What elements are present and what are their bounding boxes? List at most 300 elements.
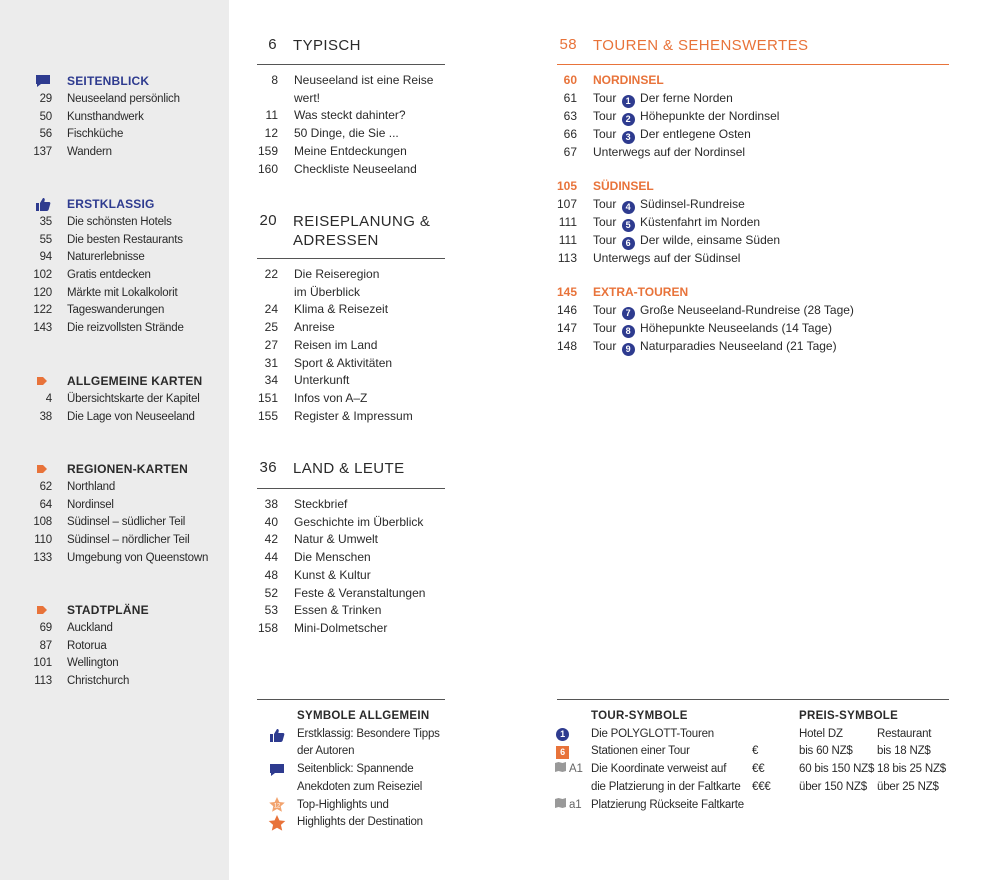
price-row <box>752 743 952 761</box>
tour-number-icon: 4 <box>622 201 635 214</box>
page-number: 35 <box>39 215 52 228</box>
entry-label <box>593 338 837 356</box>
tour-prefix: Tour <box>593 338 617 353</box>
list-item <box>0 478 229 496</box>
toc-entry <box>257 514 425 532</box>
entry-label: Klima & Reisezeit <box>294 302 389 317</box>
legend-row <box>257 779 457 797</box>
toc-entry <box>257 284 413 302</box>
toc-entry <box>557 214 780 232</box>
toc-entry <box>257 337 413 355</box>
subsection-title: EXTRA-TOUREN <box>593 285 689 299</box>
legend-row <box>257 814 457 832</box>
tour-number-icon: 2 <box>622 113 635 126</box>
sidebar-section-stadtplaene <box>0 601 229 690</box>
list-item <box>0 654 229 672</box>
page-number: 22 <box>264 267 278 281</box>
section-page-number: 6 <box>268 36 277 53</box>
entry-label: Christchurch <box>67 674 130 687</box>
section-touren <box>549 36 949 55</box>
legend-tour-symbole <box>549 708 769 814</box>
spacer <box>257 779 297 797</box>
legend-text: Die Koordinate verweist auf <box>591 763 727 776</box>
section-page-number: 36 <box>259 459 277 476</box>
speech-bubble-icon <box>35 74 55 88</box>
legend-row <box>549 726 769 744</box>
entry-label: Naturerlebnisse <box>67 251 145 264</box>
page-number: 24 <box>264 302 278 317</box>
sidebar-section-title: ERSTKLASSIG <box>67 197 155 211</box>
price-col-hotel: Hotel DZ <box>799 727 843 740</box>
page-number: 146 <box>557 302 578 317</box>
divider <box>557 699 949 700</box>
page-number: 94 <box>39 251 52 264</box>
page-number: 120 <box>33 286 52 299</box>
sidebar-section-title: ALLGEMEINE KARTEN <box>67 374 203 388</box>
page-number: 40 <box>264 514 278 529</box>
entry-label: Register & Impressum <box>294 408 413 423</box>
legend-text: Seitenblick: Spannende <box>297 763 414 776</box>
entry-label: Tageswanderungen <box>67 304 165 317</box>
entry-label <box>593 126 751 144</box>
toc-entry <box>557 126 779 144</box>
map-icon <box>555 761 566 779</box>
toc-entry <box>257 301 413 319</box>
entry-label <box>593 214 760 232</box>
map-tag-icon <box>35 374 55 388</box>
legend-text: Anekdoten zum Reiseziel <box>297 780 423 793</box>
list-item <box>0 143 229 161</box>
toc-entry <box>257 266 413 284</box>
entry-label: Unterkunft <box>294 373 350 388</box>
tour-prefix: Tour <box>593 108 617 123</box>
page-number: 56 <box>39 128 52 141</box>
legend-text: Highlights der Destination <box>297 816 423 829</box>
price-symbol: € <box>752 745 759 758</box>
divider <box>257 488 445 489</box>
page-number: 31 <box>264 355 278 370</box>
legend-text: Top-Highlights und <box>297 798 389 811</box>
sidebar-section-allgemeine-karten <box>0 372 229 425</box>
legend-text: Erstklassig: Besondere Tipps <box>297 727 440 740</box>
map-tag-icon <box>35 462 55 476</box>
list-item <box>0 408 229 426</box>
sidebar-section-regionen-karten <box>0 460 229 566</box>
legend-row <box>257 726 457 744</box>
entry-title: Naturparadies Neuseeland (21 Tage) <box>640 338 837 353</box>
entry-label: Mini-Dolmetscher <box>294 620 388 635</box>
section-title: LAND & LEUTE <box>293 460 405 477</box>
entry-label: Die reizvollsten Strände <box>67 321 184 334</box>
entry-title: Der wilde, einsame Süden <box>640 232 781 247</box>
entry-label: Rotorua <box>67 639 107 652</box>
page-number: 38 <box>264 497 278 511</box>
entry-label: Die besten Restaurants <box>67 233 183 246</box>
section-land-leute <box>249 459 445 478</box>
toc-entry <box>257 602 425 620</box>
entry-label: Südinsel – südlicher Teil <box>67 516 186 529</box>
section-page-number: 58 <box>559 36 577 53</box>
entry-label: Wandern <box>67 145 112 158</box>
entry-title: Küstenfahrt im Norden <box>640 214 761 229</box>
legend-row <box>549 761 769 779</box>
page-number: 64 <box>39 498 52 511</box>
price-row <box>752 779 952 797</box>
list-item <box>0 231 229 249</box>
page-number: 27 <box>264 337 278 352</box>
page-number: 158 <box>257 620 278 635</box>
price-restaurant: 18 bis 25 NZ$ <box>877 763 946 776</box>
toc-entry <box>257 390 413 408</box>
list-item <box>0 637 229 655</box>
entry-title: Unterwegs auf der Nordinsel <box>593 144 746 159</box>
tour-prefix: Tour <box>593 126 617 141</box>
tour-symbol <box>549 726 591 744</box>
toc-entry <box>557 338 854 356</box>
entry-label: Kunst & Kultur <box>294 567 371 582</box>
entry-label: Was steckt dahinter? <box>294 108 406 123</box>
page-number: 147 <box>557 320 578 335</box>
page-number: 4 <box>45 392 52 405</box>
legend-text: der Autoren <box>297 745 355 758</box>
page-number: 38 <box>39 410 52 423</box>
subsection-title: SÜDINSEL <box>593 179 654 193</box>
list-item <box>0 266 229 284</box>
entry-label <box>593 90 733 108</box>
toc-entry <box>557 196 780 214</box>
subsection-extra-touren <box>557 284 854 356</box>
entry-label <box>593 302 854 320</box>
section-page-number: 20 <box>259 212 277 229</box>
entry-title: Südinsel-Rundreise <box>640 196 745 211</box>
tour-prefix: Tour <box>593 214 617 229</box>
page-number: 111 <box>558 232 577 247</box>
entry-label: Reisen im Land <box>294 337 378 352</box>
page-number: 111 <box>558 214 577 229</box>
toc-entry <box>257 143 433 161</box>
toc-entry <box>257 408 413 426</box>
tour-number-icon: 1 <box>556 728 569 741</box>
page-number: 63 <box>563 108 577 123</box>
divider <box>257 64 445 65</box>
toc-entry <box>257 620 425 638</box>
list-item <box>0 531 229 549</box>
tour-symbol <box>549 779 591 797</box>
page-number: 148 <box>557 338 578 353</box>
entry-label <box>593 250 740 268</box>
entry-label: wert! <box>294 90 321 105</box>
entry-label: Meine Entdeckungen <box>294 143 407 158</box>
thumbs-up-icon <box>257 726 297 744</box>
tour-number-icon: 3 <box>622 131 635 144</box>
legend-text: Die POLYGLOTT-Touren <box>591 727 714 740</box>
list-item <box>0 301 229 319</box>
entry-label: 50 Dinge, die Sie ... <box>294 126 399 141</box>
entry-label: Sport & Aktivitäten <box>294 355 393 370</box>
star-icon <box>257 814 297 832</box>
legend-title: TOUR-SYMBOLE <box>591 710 688 722</box>
entry-label: Fischküche <box>67 128 124 141</box>
entry-label: Kunsthandwerk <box>67 110 144 123</box>
page-number: 50 <box>39 110 52 123</box>
page-number: 107 <box>557 196 578 211</box>
page-number: 122 <box>33 304 52 317</box>
toc-entry <box>257 496 425 514</box>
page-number: 87 <box>39 639 52 652</box>
price-row <box>752 761 952 779</box>
list-item <box>0 513 229 531</box>
sidebar-section-seitenblick <box>0 72 229 161</box>
legend-text: Platzierung Rückseite Faltkarte <box>591 798 744 811</box>
sidebar-section-erstklassig <box>0 195 229 337</box>
toc-entry <box>557 90 779 108</box>
spacer <box>257 743 297 761</box>
divider <box>257 258 445 259</box>
legend-row <box>549 779 769 797</box>
list-item <box>0 496 229 514</box>
toc-entry <box>257 355 413 373</box>
page-number: 110 <box>34 533 52 546</box>
list-item <box>0 284 229 302</box>
toc-entry <box>557 108 779 126</box>
toc-entry <box>557 232 780 250</box>
toc-entry <box>257 319 413 337</box>
page-number: 67 <box>563 144 577 159</box>
section-reiseplanung <box>249 212 445 250</box>
entry-label: Natur & Umwelt <box>294 532 379 547</box>
toc-list-typisch <box>257 72 433 178</box>
toc-entry <box>557 250 780 268</box>
toc-list-land-leute <box>257 496 425 638</box>
tour-prefix: Tour <box>593 90 617 105</box>
list-item <box>0 125 229 143</box>
section-typisch <box>249 36 445 55</box>
entry-label: Essen & Trinken <box>294 603 382 618</box>
entry-label: Gratis entdecken <box>67 268 151 281</box>
subsection-page-number: 145 <box>557 285 578 299</box>
toc-entry <box>257 372 413 390</box>
subsection-nordinsel <box>557 72 779 161</box>
legend-row <box>549 797 769 815</box>
legend-text: die Platzierung in der Faltkarte <box>591 780 741 793</box>
page-number: 102 <box>33 268 52 281</box>
toc-entry <box>557 320 854 338</box>
page-number: 34 <box>264 373 278 388</box>
entry-label: Checkliste Neuseeland <box>294 161 417 176</box>
entry-label: Neuseeland ist eine Reise <box>294 73 434 87</box>
page-number: 69 <box>39 621 52 634</box>
toc-entry <box>257 125 433 143</box>
entry-label: Anreise <box>294 320 335 335</box>
page-number <box>257 284 278 302</box>
price-restaurant: bis 18 NZ$ <box>877 745 931 758</box>
legend-title: SYMBOLE ALLGEMEIN <box>297 710 430 722</box>
entry-title: Unterwegs auf der Südinsel <box>593 250 741 265</box>
entry-label: Infos von A–Z <box>294 390 368 405</box>
tour-number-icon: 6 <box>622 237 635 250</box>
tour-prefix: Tour <box>593 232 617 247</box>
speech-bubble-icon <box>257 761 297 779</box>
page-number <box>257 90 278 108</box>
list-item <box>0 319 229 337</box>
subsection-page-number: 60 <box>563 73 577 87</box>
page-number: 61 <box>563 90 577 105</box>
page-number: 12 <box>264 126 278 141</box>
toc-entry <box>557 144 779 162</box>
page-number: 108 <box>33 516 52 529</box>
tour-number-icon: 5 <box>622 219 635 232</box>
legend-row <box>257 797 457 815</box>
tour-number-icon: 8 <box>622 325 635 338</box>
legend-title: PREIS-SYMBOLE <box>799 710 899 722</box>
list-item <box>0 390 229 408</box>
page-number: 66 <box>563 126 577 141</box>
entry-label: Die Lage von Neuseeland <box>67 410 195 423</box>
entry-label <box>593 196 745 214</box>
page-number: 159 <box>257 143 278 158</box>
page-number: 11 <box>265 108 278 123</box>
page-number: 53 <box>264 603 278 618</box>
entry-title: Der entlegene Osten <box>640 126 751 141</box>
svg-text:12: 12 <box>273 803 281 810</box>
price-hotel: über 150 NZ$ <box>799 780 867 793</box>
entry-label <box>593 232 780 250</box>
toc-entry <box>257 567 425 585</box>
toc-entry <box>257 107 433 125</box>
list-item <box>0 108 229 126</box>
entry-title: Große Neuseeland-Rundreise (28 Tage) <box>640 302 854 317</box>
toc-entry <box>257 585 425 603</box>
entry-label: Neuseeland persönlich <box>67 92 180 105</box>
entry-label: Geschichte im Überblick <box>294 514 424 529</box>
toc-entry <box>257 531 425 549</box>
toc-entry <box>557 302 854 320</box>
legend-row <box>257 743 457 761</box>
legend-text: Stationen einer Tour <box>591 745 690 758</box>
tour-symbol <box>549 743 591 761</box>
entry-label: Übersichtskarte der Kapitel <box>67 392 200 405</box>
list-item <box>0 248 229 266</box>
entry-label <box>593 320 832 338</box>
tour-prefix: Tour <box>593 302 617 317</box>
list-item <box>0 619 229 637</box>
price-symbol: €€ <box>752 763 765 776</box>
entry-label: Die Menschen <box>294 550 371 565</box>
page-number: 113 <box>34 674 52 687</box>
page-number: 143 <box>33 321 52 334</box>
entry-label: im Überblick <box>294 284 361 299</box>
toc-list-reiseplanung <box>257 266 413 425</box>
entry-label: Nordinsel <box>67 498 114 511</box>
entry-label: Wellington <box>67 657 119 670</box>
sidebar-section-title: SEITENBLICK <box>67 74 150 88</box>
divider <box>557 64 949 65</box>
section-title: REISEPLANUNG & ADRESSEN <box>293 213 431 249</box>
station-badge-icon: 6 <box>556 746 569 759</box>
list-item <box>0 213 229 231</box>
entry-label <box>593 144 745 162</box>
map-tag-icon <box>35 603 55 617</box>
page-number: 44 <box>264 550 278 565</box>
page-number: 8 <box>271 73 278 87</box>
thumbs-up-icon <box>35 197 55 211</box>
tour-number-icon: 7 <box>622 307 635 320</box>
legend-row <box>257 761 457 779</box>
price-restaurant: über 25 NZ$ <box>877 780 939 793</box>
price-col-restaurant: Restaurant <box>877 727 932 740</box>
entry-label: Die Reiseregion <box>294 267 380 281</box>
tour-number-icon: 9 <box>622 343 635 356</box>
entry-title: Höhepunkte Neuseelands (14 Tage) <box>640 320 832 335</box>
star-badge-icon <box>257 797 297 815</box>
page-number: 55 <box>39 233 52 246</box>
page-number: 155 <box>257 408 278 423</box>
legend-preis-symbole <box>752 708 952 797</box>
toc-entry <box>257 72 433 90</box>
legend-symbole-allgemein <box>257 708 457 832</box>
list-item <box>0 549 229 567</box>
subsection-page-number: 105 <box>557 179 578 193</box>
entry-label: Auckland <box>67 621 113 634</box>
list-item <box>0 672 229 690</box>
coordinate-label: a1 <box>569 798 582 811</box>
entry-label: Umgebung von Queenstown <box>67 551 209 564</box>
section-title: TOUREN & SEHENSWERTES <box>593 37 809 54</box>
page-number: 25 <box>264 320 278 335</box>
page-number: 133 <box>33 551 52 564</box>
entry-label <box>593 108 779 126</box>
page-number: 62 <box>39 480 52 493</box>
page-number: 48 <box>264 567 278 582</box>
sidebar-section-title: REGIONEN-KARTEN <box>67 462 189 476</box>
page-number: 160 <box>257 161 278 176</box>
toc-entry <box>257 549 425 567</box>
entry-label: Feste & Veranstaltungen <box>294 585 426 600</box>
tour-prefix: Tour <box>593 196 617 211</box>
page-number: 101 <box>33 657 52 670</box>
page-number: 42 <box>264 532 278 547</box>
tour-number-icon: 1 <box>622 95 635 108</box>
price-hotel: 60 bis 150 NZ$ <box>799 763 875 776</box>
subsection-title: NORDINSEL <box>593 73 664 87</box>
legend-row <box>549 743 769 761</box>
divider <box>257 699 445 700</box>
tour-symbol <box>549 797 591 815</box>
page-number: 29 <box>39 92 52 105</box>
price-hotel: bis 60 NZ$ <box>799 745 853 758</box>
entry-title: Der ferne Norden <box>640 90 733 105</box>
tour-prefix: Tour <box>593 320 617 335</box>
page-number: 151 <box>257 390 278 405</box>
entry-label: Northland <box>67 480 116 493</box>
price-symbol: €€€ <box>752 780 771 793</box>
list-item <box>0 90 229 108</box>
entry-label: Die schönsten Hotels <box>67 215 172 228</box>
entry-title: Höhepunkte der Nordinsel <box>640 108 780 123</box>
entry-label: Steckbrief <box>294 497 348 511</box>
tour-symbol <box>549 761 591 779</box>
entry-label: Märkte mit Lokalkolorit <box>67 286 178 299</box>
sidebar-section-title: STADTPLÄNE <box>67 603 149 617</box>
toc-entry <box>257 90 433 108</box>
section-title: TYPISCH <box>293 37 361 54</box>
toc-entry <box>257 161 433 179</box>
subsection-suedinsel <box>557 178 780 267</box>
page-number: 113 <box>557 250 577 265</box>
page-number: 52 <box>264 585 278 600</box>
coordinate-label: A1 <box>569 763 583 776</box>
entry-label: Südinsel – nördlicher Teil <box>67 533 190 546</box>
